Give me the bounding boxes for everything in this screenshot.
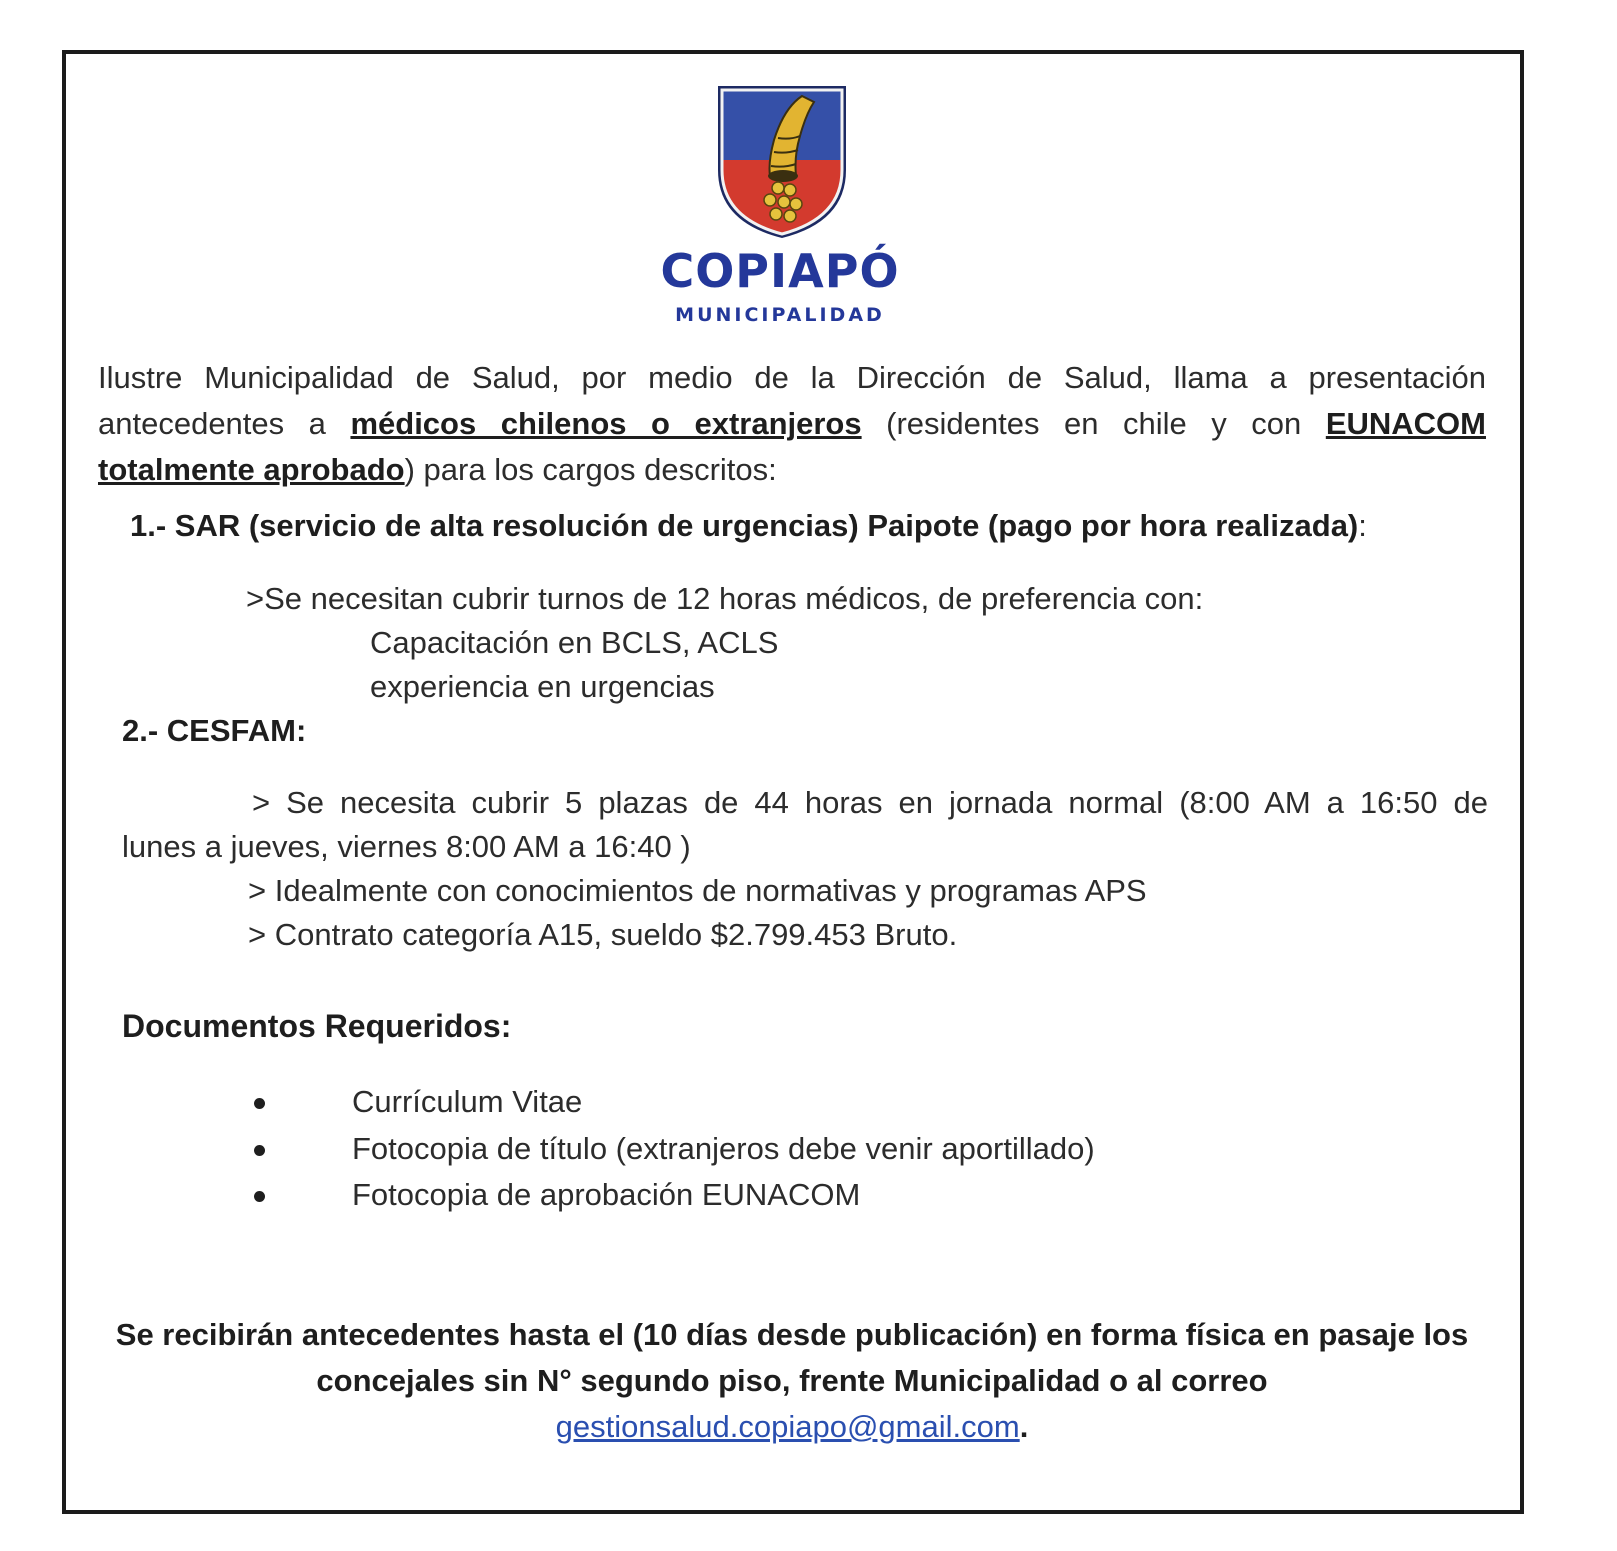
section-1-item: Capacitación en BCLS, ACLS xyxy=(370,625,779,660)
emphasis-aprobado: totalmente aprobado xyxy=(98,452,405,487)
intro-text: (residentes en chile y con xyxy=(886,406,1302,441)
intro-text: antecedentes a xyxy=(98,406,326,441)
intro-line-2 xyxy=(98,401,1486,447)
section-2-line-3: > Idealmente con conocimientos de normativas y programas APS xyxy=(248,873,1147,908)
email-link[interactable]: gestionsalud.copiapo@gmail.com xyxy=(555,1409,1020,1444)
intro-line-1: Ilustre Municipalidad de Salud, por medio de la Dirección de Salud, llama a presentación xyxy=(98,360,1486,395)
document-item: Fotocopia de título (extranjeros debe venir aportillado) xyxy=(352,1131,1095,1166)
footer-line-3 xyxy=(98,1404,1486,1450)
emphasis-eunacom: EUNACOM xyxy=(1325,406,1486,441)
document-item: Fotocopia de aprobación EUNACOM xyxy=(352,1177,861,1212)
bullet-icon xyxy=(254,1145,265,1156)
section-2-line-4: > Contrato categoría A15, sueldo $2.799.453 Bruto. xyxy=(248,917,958,952)
intro-line-3 xyxy=(98,447,1486,493)
intro-paragraph xyxy=(98,355,1486,493)
section-1-heading xyxy=(130,503,1367,549)
documents-heading: Documentos Requeridos: xyxy=(122,1008,512,1044)
intro-text: ) para los cargos descritos: xyxy=(404,452,777,487)
section-1-title: 1.- SAR (servicio de alta resolución de urgencias) Paipote (pago por hora realizada) xyxy=(130,508,1359,543)
logo-name: COPIAPÓ xyxy=(660,244,900,298)
logo-subtitle: MUNICIPALIDAD xyxy=(675,304,885,326)
footer-period: . xyxy=(1019,1409,1029,1444)
section-2-line-2: lunes a jueves, viernes 8:00 AM a 16:40 ) xyxy=(122,829,691,864)
footer-line-1: Se recibirán antecedentes hasta el (10 días desde publicación) en forma física en pasaje los xyxy=(115,1317,1469,1352)
emphasis-medicos: médicos chilenos o extranjeros xyxy=(350,406,862,441)
section-1-colon: : xyxy=(1358,508,1367,543)
bullet-icon xyxy=(254,1098,265,1109)
footer-line-2: concejales sin N° segundo piso, frente Municipalidad o al correo xyxy=(316,1363,1268,1398)
section-1-item: experiencia en urgencias xyxy=(370,669,715,704)
section-1-lead: >Se necesitan cubrir turnos de 12 horas médicos, de preferencia con: xyxy=(246,581,1204,616)
footer-notice xyxy=(98,1312,1486,1450)
copiapo-crest-logo xyxy=(712,78,852,238)
document-item: Currículum Vitae xyxy=(352,1084,583,1119)
bullet-icon xyxy=(254,1191,265,1202)
section-2-heading: 2.- CESFAM: xyxy=(122,713,307,748)
section-2-line-1: > Se necesita cubrir 5 plazas de 44 horas en jornada normal (8:00 AM a 16:50 de xyxy=(252,785,1488,820)
